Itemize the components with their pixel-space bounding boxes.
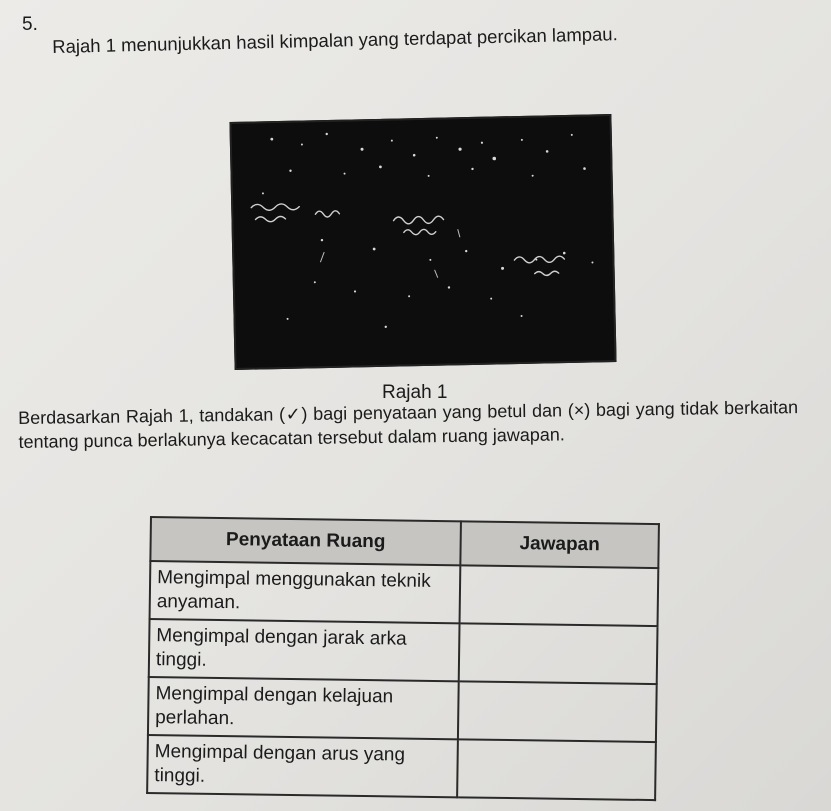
table-row	[148, 677, 657, 742]
table-row	[150, 561, 659, 626]
statement-cell: Mengimpal dengan arus yang tinggi.	[147, 735, 458, 797]
answer-cell[interactable]	[457, 739, 656, 800]
answer-cell[interactable]	[458, 681, 657, 742]
table-row	[149, 619, 658, 684]
question-number: 5.	[22, 14, 38, 35]
statement-cell: Mengimpal menggunakan teknik anyaman.	[150, 561, 461, 623]
header-statement: Penyataan Ruang	[150, 517, 461, 565]
instruction-text: Berdasarkan Rajah 1, tandakan (✓) bagi penyataan yang betul dan (×) bagi yang tidak berkaitan tentang punca berlakunya kecacatan tersebut dalam ruang jawapan.	[18, 397, 799, 452]
answer-table	[146, 516, 660, 801]
weld-spatter-photo	[229, 114, 616, 370]
statement-cell: Mengimpal dengan jarak arka tinggi.	[149, 619, 460, 681]
answer-cell[interactable]	[460, 565, 659, 626]
statement-cell: Mengimpal dengan kelajuan perlahan.	[148, 677, 459, 739]
figure-caption: Rajah 1	[382, 382, 448, 403]
answer-cell[interactable]	[459, 623, 658, 684]
header-answer: Jawapan	[460, 521, 659, 568]
table-header-row	[150, 517, 659, 568]
question-text: Rajah 1 menunjukkan hasil kimpalan yang terdapat percikan lampau.	[52, 23, 618, 57]
table-row	[147, 735, 656, 800]
weld-spatter-image	[231, 116, 614, 368]
